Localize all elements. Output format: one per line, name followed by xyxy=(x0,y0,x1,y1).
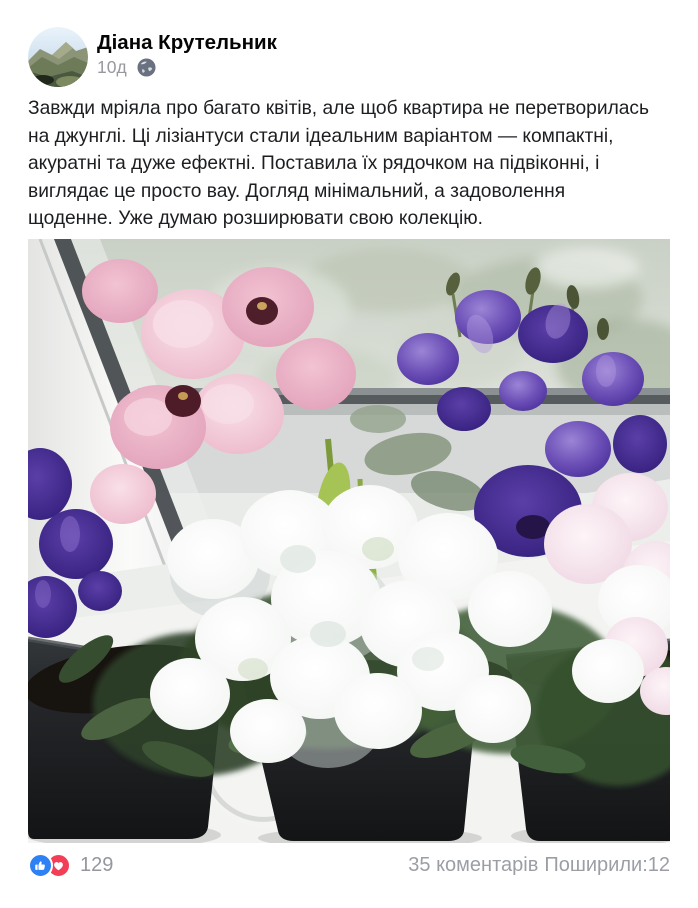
reactions-summary xyxy=(28,853,113,878)
post-text-line: акуратні та дуже ефектні. Поставила їх рядочком на підвіконні, і xyxy=(28,153,600,174)
timestamp[interactable]: 10д xyxy=(97,57,127,77)
comments-shares xyxy=(408,854,670,877)
like-reaction-icon[interactable] xyxy=(28,853,53,878)
globe-icon xyxy=(137,58,156,77)
header-info xyxy=(97,27,277,78)
avatar[interactable] xyxy=(28,27,88,87)
post-text-line: на джунглі. Ці лізіантуси стали ідеальним варіантом — компактні, xyxy=(28,125,614,147)
post-footer xyxy=(28,853,670,878)
reaction-count[interactable]: 129 xyxy=(80,853,114,876)
post-text-line: щоденне. Уже думаю розширювати свою колекцію. xyxy=(28,208,483,229)
shares-count[interactable]: Поширили:12 xyxy=(544,853,670,876)
post-text-line: Завжди мріяла про багато квітів, але щоб квартира не перетворилась xyxy=(28,98,650,119)
post-meta xyxy=(97,57,277,78)
avatar-mountain-photo xyxy=(28,27,88,87)
post-text xyxy=(28,95,670,233)
author-name[interactable]: Діана Крутельник xyxy=(97,31,277,54)
comments-count[interactable]: 35 коментарів xyxy=(408,853,539,876)
post-photo[interactable] xyxy=(28,239,670,843)
post-header xyxy=(0,0,698,87)
post-text-line: виглядає це просто вау. Догляд мінімальний, а задоволення xyxy=(28,180,566,202)
